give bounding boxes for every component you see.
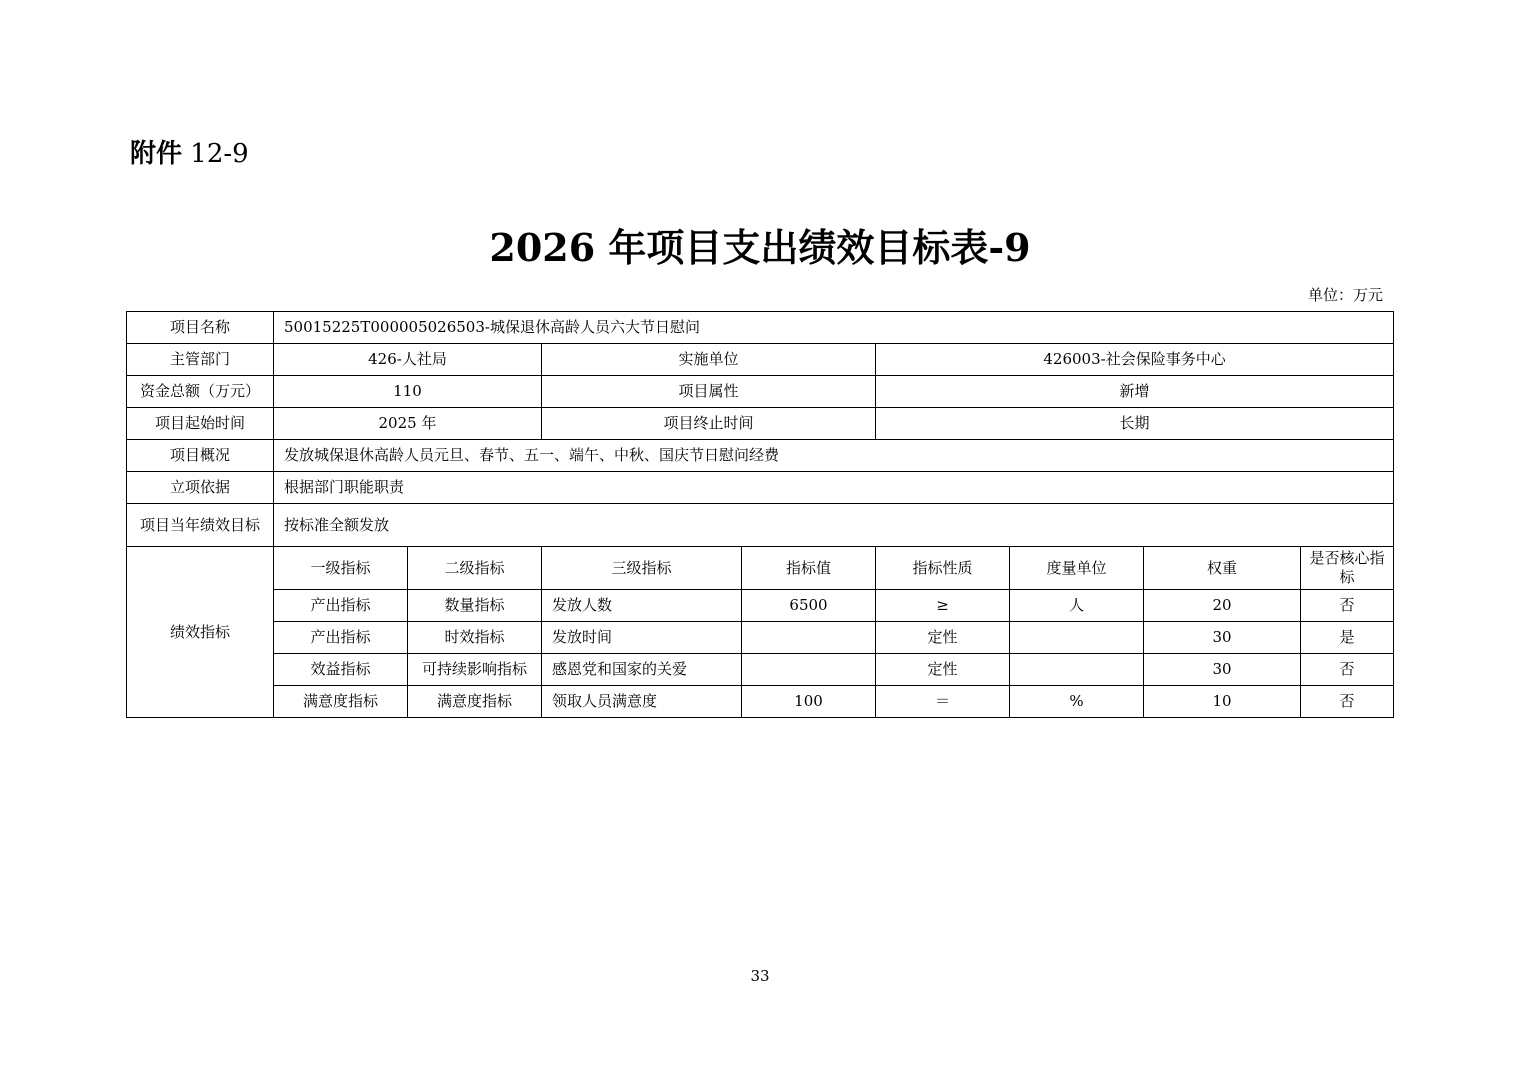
unit-label: 单位：万元 <box>1307 286 1383 304</box>
indicator-nature: ≥ <box>876 590 1010 622</box>
indicators-section-label: 绩效指标 <box>127 547 274 718</box>
indicator-level3: 发放人数 <box>542 590 742 622</box>
indicator-nature: ＝ <box>876 686 1010 718</box>
performance-target-table <box>126 311 1394 718</box>
indicator-level3: 领取人员满意度 <box>542 686 742 718</box>
table-row <box>127 590 1394 622</box>
indicator-level1: 产出指标 <box>274 622 408 654</box>
indicator-core: 否 <box>1301 590 1394 622</box>
row-department <box>127 344 1394 376</box>
header-value: 指标值 <box>742 547 876 590</box>
indicator-unit: % <box>1010 686 1144 718</box>
header-nature: 指标性质 <box>876 547 1010 590</box>
row-basis <box>127 472 1394 504</box>
basis-value: 根据部门职能职责 <box>274 472 1394 504</box>
indicator-nature: 定性 <box>876 622 1010 654</box>
indicator-level1: 满意度指标 <box>274 686 408 718</box>
attachment-number: 12-9 <box>190 139 249 169</box>
page-title: 2026 年项目支出绩效目标表-9 <box>489 225 1031 270</box>
attachment-prefix: 附件 <box>130 139 183 169</box>
table-row <box>127 622 1394 654</box>
dept-value: 426-人社局 <box>274 344 542 376</box>
basis-label: 立项依据 <box>127 472 274 504</box>
indicator-nature: 定性 <box>876 654 1010 686</box>
row-project-name <box>127 312 1394 344</box>
indicator-weight: 20 <box>1144 590 1301 622</box>
indicator-unit <box>1010 654 1144 686</box>
goal-value: 按标准全额发放 <box>274 504 1394 547</box>
indicator-unit <box>1010 622 1144 654</box>
table-row <box>127 686 1394 718</box>
header-level2: 二级指标 <box>408 547 542 590</box>
header-level3: 三级指标 <box>542 547 742 590</box>
indicator-weight: 30 <box>1144 622 1301 654</box>
row-time <box>127 408 1394 440</box>
row-indicator-headers <box>127 547 1394 590</box>
overview-value: 发放城保退休高龄人员元旦、春节、五一、端午、中秋、国庆节日慰问经费 <box>274 440 1394 472</box>
indicator-level2: 数量指标 <box>408 590 542 622</box>
dept-label: 主管部门 <box>127 344 274 376</box>
indicator-weight: 30 <box>1144 654 1301 686</box>
attr-value: 新增 <box>876 376 1394 408</box>
indicator-level3: 感恩党和国家的关爱 <box>542 654 742 686</box>
row-overview <box>127 440 1394 472</box>
overview-label: 项目概况 <box>127 440 274 472</box>
indicator-core: 否 <box>1301 654 1394 686</box>
indicator-value: 6500 <box>742 590 876 622</box>
indicator-level2: 时效指标 <box>408 622 542 654</box>
indicator-value <box>742 622 876 654</box>
indicator-level3: 发放时间 <box>542 622 742 654</box>
row-funds <box>127 376 1394 408</box>
header-core: 是否核心指标 <box>1301 547 1394 590</box>
end-value: 长期 <box>876 408 1394 440</box>
indicator-level1: 效益指标 <box>274 654 408 686</box>
indicator-core: 是 <box>1301 622 1394 654</box>
project-name-value: 50015225T000005026503-城保退休高龄人员六大节日慰问 <box>274 312 1394 344</box>
project-name-label: 项目名称 <box>127 312 274 344</box>
impl-value: 426003-社会保险事务中心 <box>876 344 1394 376</box>
funds-label: 资金总额（万元） <box>127 376 274 408</box>
header-unit: 度量单位 <box>1010 547 1144 590</box>
indicator-core: 否 <box>1301 686 1394 718</box>
indicator-value <box>742 654 876 686</box>
end-label: 项目终止时间 <box>542 408 876 440</box>
table-row <box>127 654 1394 686</box>
funds-value: 110 <box>274 376 542 408</box>
indicator-value: 100 <box>742 686 876 718</box>
header-level1: 一级指标 <box>274 547 408 590</box>
indicator-weight: 10 <box>1144 686 1301 718</box>
start-label: 项目起始时间 <box>127 408 274 440</box>
page-number: 33 <box>750 967 770 985</box>
indicator-level1: 产出指标 <box>274 590 408 622</box>
indicator-level2: 满意度指标 <box>408 686 542 718</box>
indicator-unit: 人 <box>1010 590 1144 622</box>
goal-label: 项目当年绩效目标 <box>127 504 274 547</box>
start-value: 2025 年 <box>274 408 542 440</box>
attachment-label <box>130 136 249 172</box>
header-weight: 权重 <box>1144 547 1301 590</box>
indicator-level2: 可持续影响指标 <box>408 654 542 686</box>
attr-label: 项目属性 <box>542 376 876 408</box>
impl-label: 实施单位 <box>542 344 876 376</box>
row-goal <box>127 504 1394 547</box>
